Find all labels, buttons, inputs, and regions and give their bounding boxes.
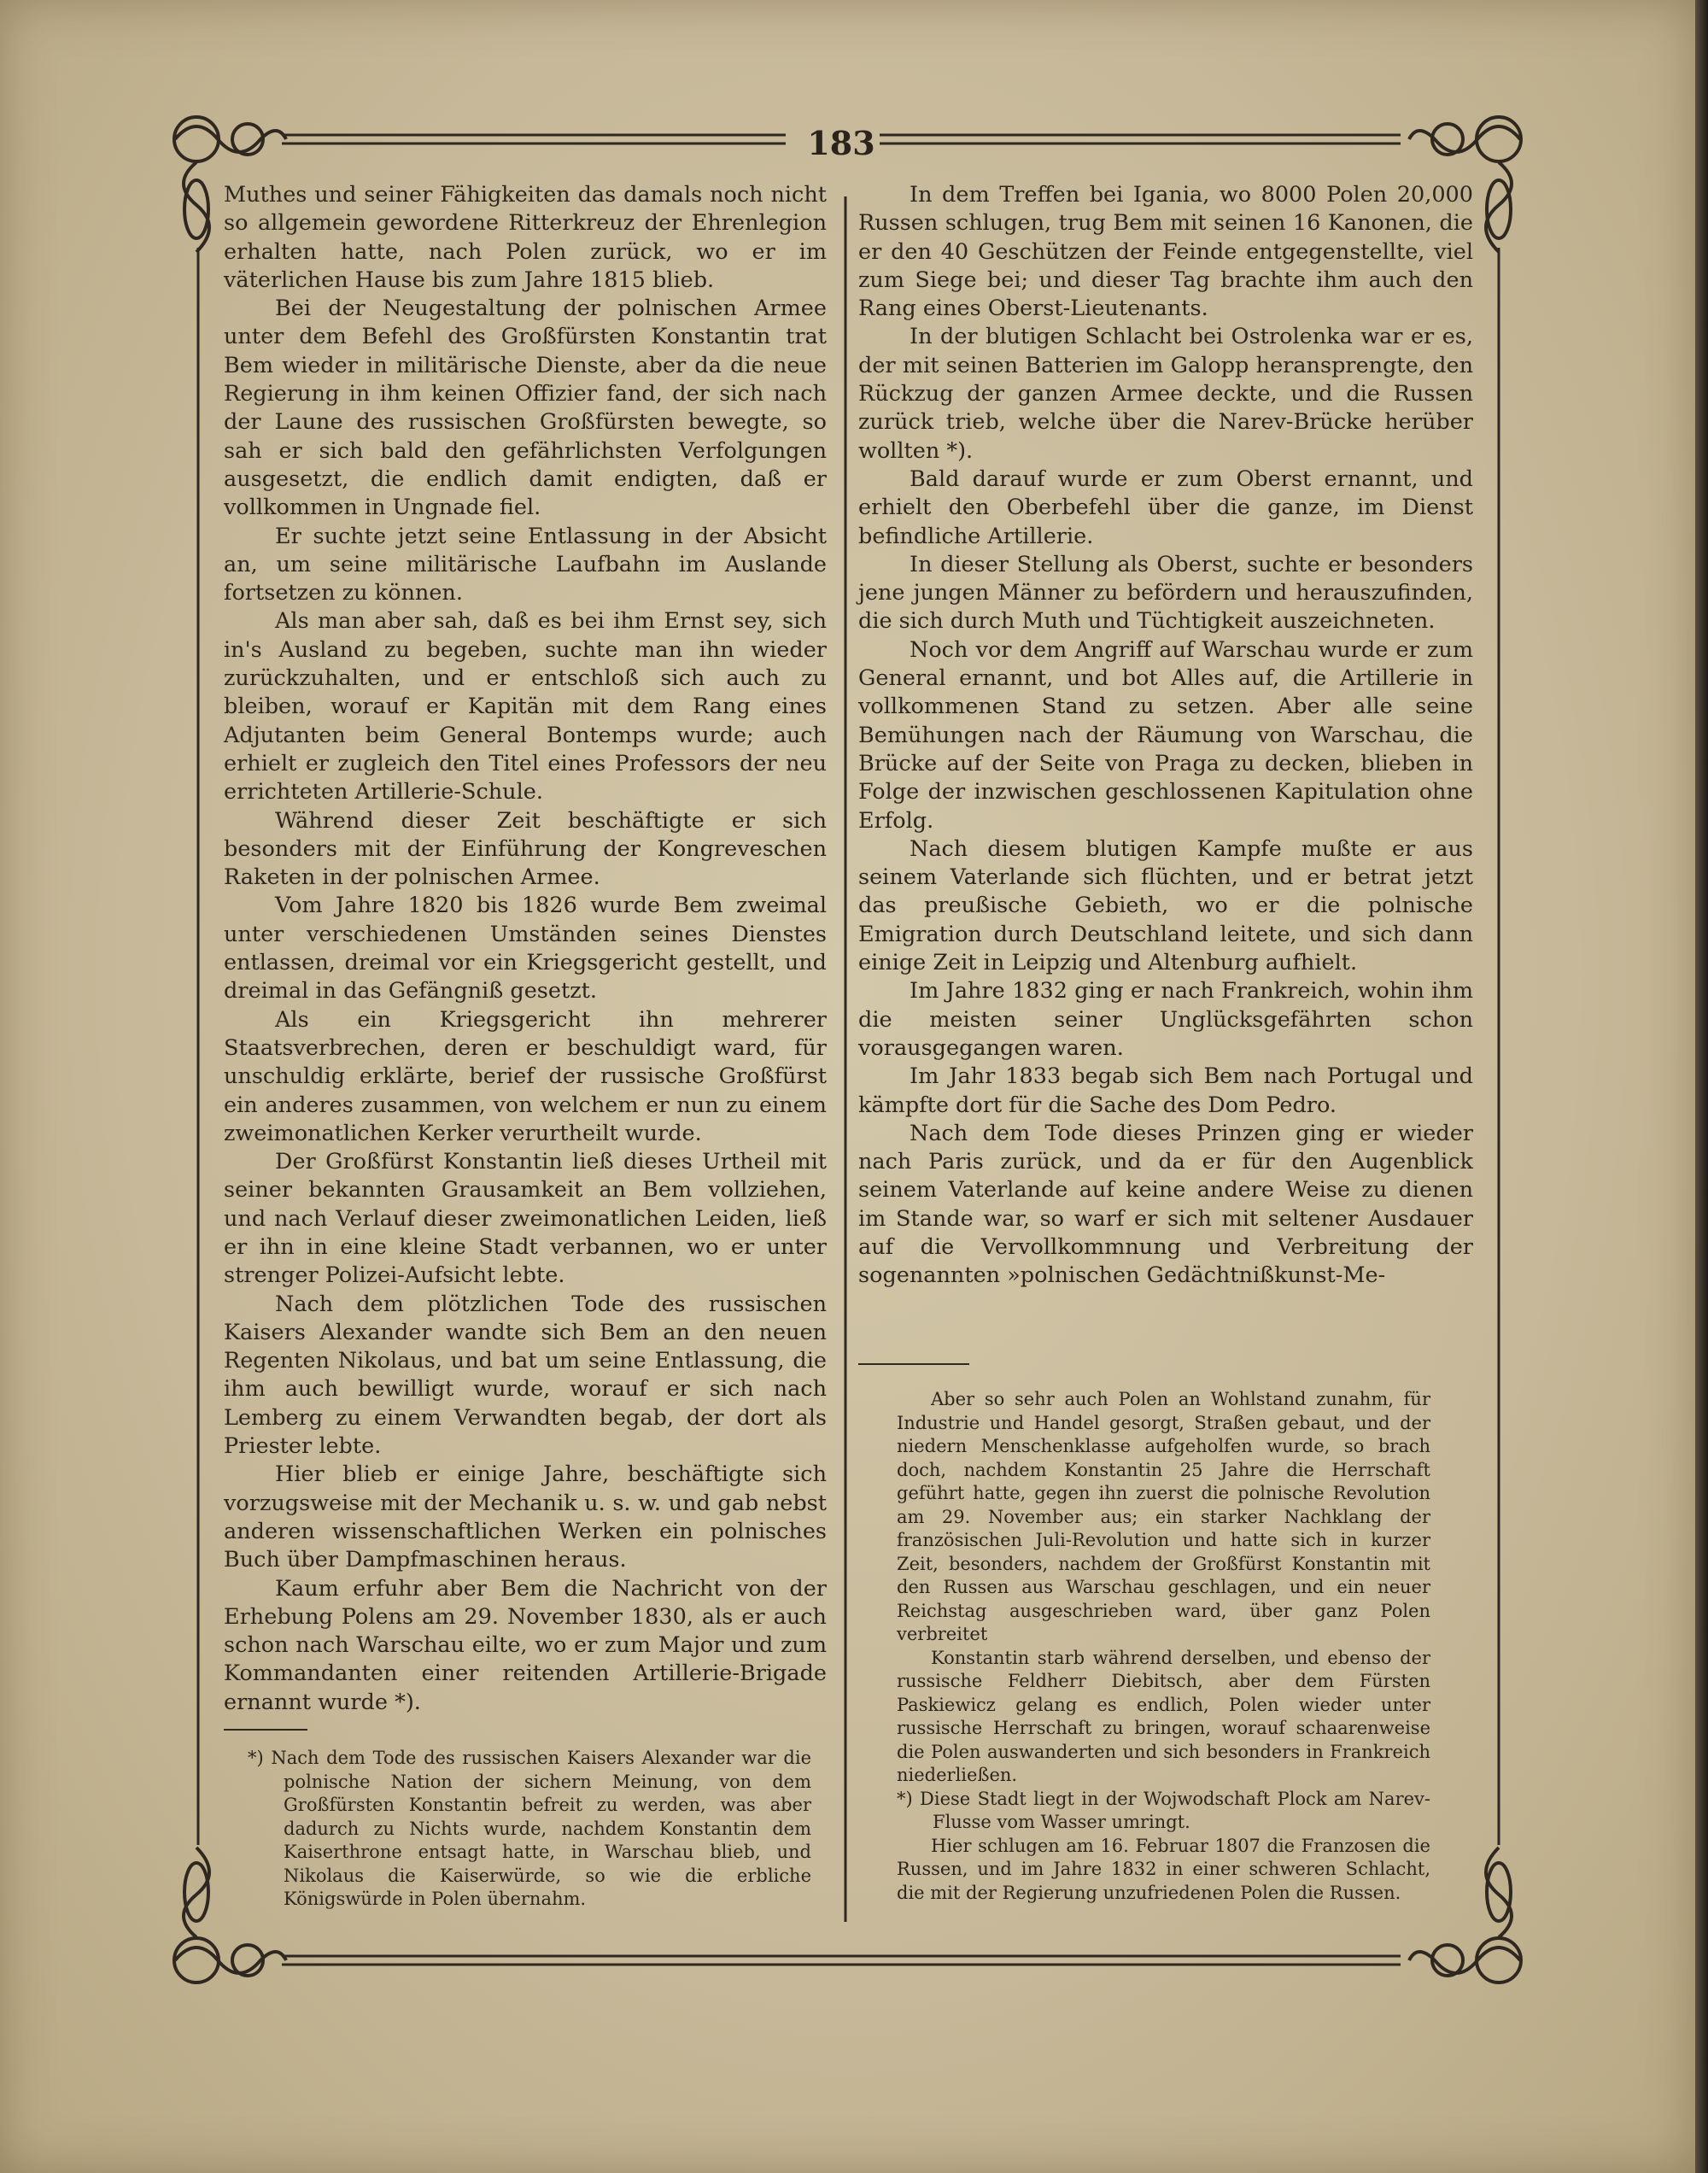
paragraph: Bald darauf wurde er zum Oberst ernannt, und erhielt den Oberbefehl über die ganze, im Dienst befindliche Artillerie. — [858, 466, 1473, 549]
paragraph: Als ein Kriegsgericht ihn mehrerer Staatsverbrechen, deren er beschuldigt ward, für unschuldig erklärte, berief der russische Großfürst ein anderes zusammen, von welchem er nun zu einem zweimonatlichen Kerker verurtheilt wurde. — [224, 1006, 827, 1146]
right-column — [858, 181, 1473, 1291]
footnote-text: Konstantin starb während derselben, und ebenso der russische Feldherr Diebitsch, aber dem Fürsten Paskiewicz gelang es endlich, Polen wieder unter russische Herrschaft zu bringen, worauf schaarenweise die Polen auswanderten und sich besonders in Frankreich niederließen. — [897, 1647, 1430, 1785]
paragraph: Noch vor dem Angriff auf Warschau wurde er zum General ernannt, und bot Alles auf, die Artillerie in vollkommenen Stand zu setzen. Aber alle seine Bemühungen nach der Räumung von Warschau, die Brücke auf der Seite von Praga zu decken, blieben in Folge der inzwischen geschlossenen Kapitulation ohne Erfolg. — [858, 636, 1473, 834]
footnote-text: *) Diese Stadt liegt in der Wojwodschaft Plock am Narev-Flusse vom Wasser umringt. — [897, 1788, 1430, 1832]
footnote-text: Hier schlugen am 16. Februar 1807 die Franzosen die Russen, und im Jahre 1832 in einer schweren Schlacht, die mit der Regierung unzufriedenen Polen die Russen. — [897, 1835, 1430, 1903]
paragraph: Als man aber sah, daß es bei ihm Ernst sey, sich in's Ausland zu begeben, suchte man ihn wieder zurückzuhalten, und er entschloß sich auch zu bleiben, worauf er Kapitän mit dem Rang eines Adjutanten beim General Bontemps wurde; auch erhielt er zugleich den Titel eines Professors der neu errichteten Artillerie-Schule. — [224, 608, 827, 805]
right-footnote — [897, 1388, 1430, 1905]
footnote-text: Aber so sehr auch Polen an Wohlstand zunahm, für Industrie und Handel gesorgt, Straßen gebaut, und der niedern Menschenklasse aufgeholfen wurde, so brach doch, nachdem Konstantin 25 Jahre die Herrschaft geführt hatte, gegen ihn zuerst die polnische Revolution am 29. November aus; ein starker Nachklang der französischen Juli-Revolution und hatte sich in kurzer Zeit, besonders, nachdem der Großfürst Konstantin mit den Russen aus Warschau geschlagen, und ein neuer Reichstag ausgeschrieben ward, über ganz Polen verbreitet — [897, 1389, 1430, 1644]
left-footnote — [248, 1747, 811, 1912]
paragraph: Vom Jahre 1820 bis 1826 wurde Bem zweimal unter verschiedenen Umständen seines Dienstes entlassen, dreimal vor ein Kriegsgericht gestellt, und dreimal in das Gefängniß gesetzt. — [224, 893, 827, 1004]
paragraph: In der blutigen Schlacht bei Ostrolenka war er es, der mit seinen Batterien im Galopp heransprengte, den Rückzug der ganzen Armee deckte, und die Russen zurück trieb, welche über die Narev-Brücke herüber wollten *). — [858, 324, 1473, 464]
paragraph: Nach dem Tode dieses Prinzen ging er wieder nach Paris zurück, und da er für den Augenblick seinem Vaterlande auf keine andere Weise zu dienen im Stande war, so warf er sich mit seltener Ausdauer auf die Vervollkommnung und Verbreitung der sogenannten »polnischen Gedächtnißkunst-Me- — [858, 1120, 1473, 1289]
paragraph: Im Jahr 1833 begab sich Bem nach Portugal und kämpfte dort für die Sache des Dom Pedro. — [858, 1063, 1473, 1118]
paragraph: Nach diesem blutigen Kampfe mußte er aus seinem Vaterlande sich flüchten, und er betrat jetzt das preußische Gebieth, wo er die polnische Emigration durch Deutschland leitete, und sich dann einige Zeit in Leipzig und Altenburg aufhielt. — [858, 835, 1473, 976]
paragraph: Er suchte jetzt seine Entlassung in der Absicht an, um seine militärische Laufbahn im Auslande fortsetzen zu können. — [224, 523, 827, 606]
paragraph: Nach dem plötzlichen Tode des russischen Kaisers Alexander wandte sich Bem an den neuen Regenten Nikolaus, und bat um seine Entlassung, die ihm auch bewilligt wurde, worauf er sich nach Lemberg zu einem Verwandten begab, der dort als Priester lebte. — [224, 1291, 827, 1460]
paragraph: In dem Treffen bei Igania, wo 8000 Polen 20,000 Russen schlugen, trug Bem mit seinen 16 Kanonen, die er den 40 Geschützen der Feinde entgegenstellte, viel zum Siege bei; und dieser Tag brachte ihm auch den Rang eines Oberst-Lieutenants. — [858, 182, 1473, 322]
book-spine-edge — [1695, 0, 1708, 2173]
paragraph: Im Jahre 1832 ging er nach Frankreich, wohin ihm die meisten seiner Unglücksgefährten schon vorausgegangen waren. — [858, 978, 1473, 1061]
page-number: 183 — [807, 124, 875, 162]
paragraph: Bei der Neugestaltung der polnischen Armee unter dem Befehl des Großfürsten Konstantin trat Bem wieder in militärische Dienste, aber da die neue Regierung in ihm keinen Offizier fand, der sich nach der Laune des russischen Großfürsten bewegte, so sah er sich bald den gefährlichsten Verfolgungen ausgesetzt, die endlich damit endigten, daß er vollkommen in Ungnade fiel. — [224, 296, 827, 521]
paragraph: Hier blieb er einige Jahre, beschäftigte sich vorzugsweise mit der Mechanik u. s. w. und gab nebst anderen wissenschaftlichen Werken ein polnisches Buch über Dampfmaschinen heraus. — [224, 1461, 827, 1573]
footnote-text: *) Nach dem Tode des russischen Kaisers Alexander war die polnische Nation der sichern Meinung, von dem Großfürsten Konstantin befreit zu werden, was aber dadurch zu Nichts wurde, nachdem Konstantin dem Kaiserthrone entsagt hatte, in Warschau blieb, und Nikolaus die Kaiserwürde, so wie die erbliche Königswürde in Polen übernahm. — [248, 1748, 811, 1909]
paragraph: Kaum erfuhr aber Bem die Nachricht von der Erhebung Polens am 29. November 1830, als er auch schon nach Warschau eilte, wo er zum Major und zum Kommandanten einer reitenden Artillerie-Brigade ernannt wurde *). — [224, 1575, 827, 1715]
paragraph: Muthes und seiner Fähigkeiten das damals noch nicht so allgemein gewordene Ritterkreuz der Ehrenlegion erhalten hatte, nach Polen zurück, wo er im väterlichen Hause bis zum Jahre 1815 blieb. — [224, 182, 827, 293]
left-column — [224, 181, 827, 1717]
paragraph: Der Großfürst Konstantin ließ dieses Urtheil mit seiner bekannten Grausamkeit an Bem vollziehen, und nach Verlauf dieser zweimonatlichen Leiden, ließ er ihn in eine kleine Stadt verbannen, wo er unter strenger Polizei-Aufsicht lebte. — [224, 1149, 827, 1289]
paragraph: In dieser Stellung als Oberst, suchte er besonders jene jungen Männer zu befördern und herauszufinden, die sich durch Muth und Tüchtigkeit auszeichneten. — [858, 551, 1473, 635]
paragraph: Während dieser Zeit beschäftigte er sich besonders mit der Einführung der Kongreveschen Raketen in der polnischen Armee. — [224, 807, 827, 891]
